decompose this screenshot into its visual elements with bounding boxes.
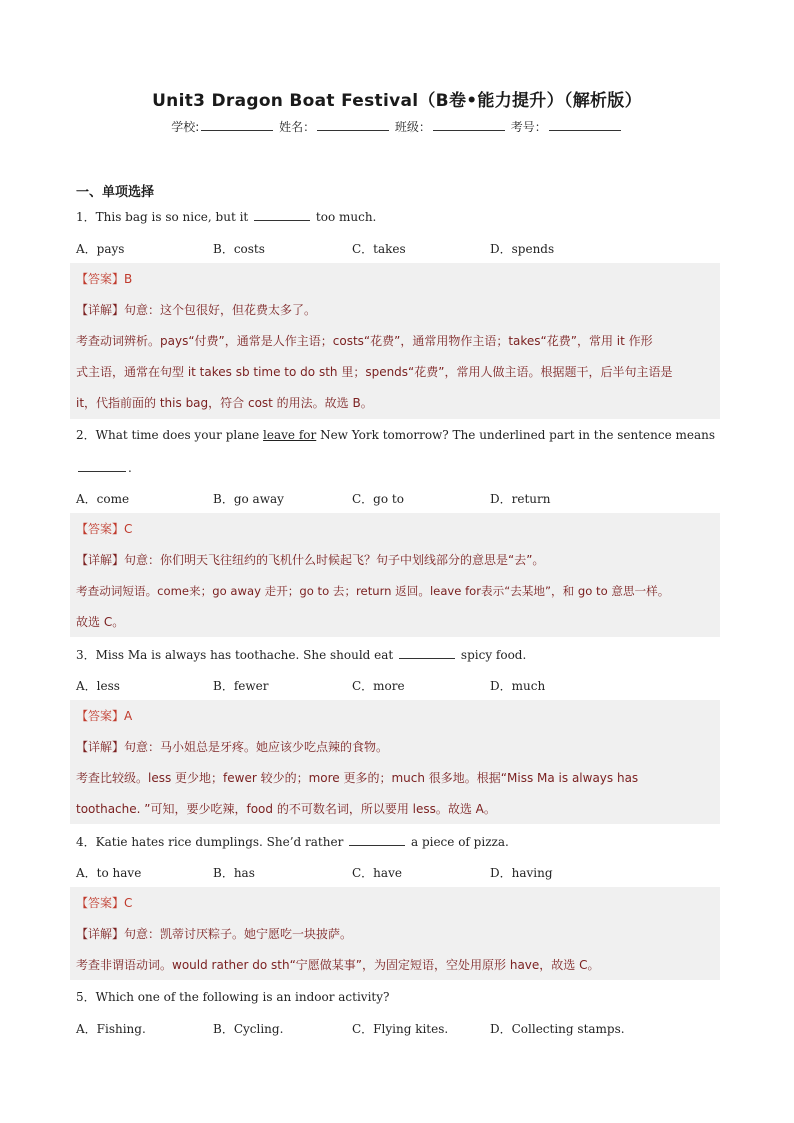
detail-line: 考查比较级。less 更少地；fewer 较少的；more 更多的；much 很多地。根据“Miss Ma is always has (76, 771, 639, 785)
answer-box (70, 513, 720, 637)
detail-line: 故选 C。 (76, 615, 125, 629)
question-stem (76, 427, 715, 443)
stem-text: 4．Katie hates rice dumplings. She’d rather (76, 835, 344, 849)
question-stem (76, 646, 526, 663)
option-a: A．less (76, 679, 120, 693)
underlined-phrase: leave for (263, 428, 317, 442)
detail-line: toothache. ”可知，要少吃辣，food 的不可数名词，所以要用 less。故选 A。 (76, 802, 496, 816)
answer-line (76, 271, 132, 287)
detail-line: 【详解】句意：这个包很好，但花费太多了。 (76, 303, 317, 317)
answer-blank (254, 208, 310, 221)
option-c: C．Flying kites. (352, 1022, 449, 1036)
option-a: A．come (76, 492, 130, 506)
option-a: A．Fishing. (76, 1022, 146, 1036)
detail-line: 考查动词短语。come来；go away 走开；go to 去；return 返回。leave for表示“去某地”，和 go to 意思一样。 (76, 584, 670, 598)
student-info-line (0, 118, 794, 135)
answer-text: 【答案】C (76, 522, 133, 536)
option-c: C．more (352, 679, 405, 693)
answer-blank (349, 833, 405, 846)
option-b: B．fewer (213, 679, 269, 693)
option-d: D．Collecting stamps. (490, 1022, 625, 1036)
school-blank[interactable] (201, 118, 273, 131)
name-label: 姓名： (279, 120, 316, 134)
option-a: A．pays (76, 242, 125, 256)
answer-text: 【答案】B (76, 272, 133, 286)
stem-text: 2．What time does your plane (76, 428, 260, 442)
answer-text: 【答案】A (76, 709, 133, 723)
option-d: D．spends (490, 242, 555, 256)
detail-line: 【详解】句意：马小姐总是牙疼。她应该少吃点辣的食物。 (76, 740, 389, 754)
answer-text: 【答案】C (76, 896, 133, 910)
option-c: C．go to (352, 492, 404, 506)
name-blank[interactable] (317, 118, 389, 131)
detail-line: 【详解】句意：你们明天飞往纽约的飞机什么时候起飞？句子中划线部分的意思是“去”。 (76, 553, 545, 567)
exam-no-label: 考号： (510, 120, 547, 134)
option-d: D．return (490, 492, 551, 506)
detail-line: 考查动词辨析。pays“付费”，通常是人作主语；costs“花费”，通常用物作主语；takes“花费”，常用 it 作形 (76, 334, 653, 348)
option-b: B．costs (213, 242, 265, 256)
option-c: C．have (352, 866, 402, 880)
stem-text: 1．This bag is so nice, but it (76, 210, 249, 224)
option-c: C．takes (352, 242, 406, 256)
answer-line (76, 708, 132, 724)
option-b: B．Cycling. (213, 1022, 284, 1036)
option-d: D．much (490, 679, 546, 693)
section-title: 一、单项选择 (76, 185, 155, 200)
detail-line: it，代指前面的 this bag，符合 cost 的用法。故选 B。 (76, 396, 373, 410)
option-b: B．go away (213, 492, 284, 506)
school-label: 学校: (171, 120, 200, 134)
answer-blank (78, 459, 126, 472)
stem-text: too much. (315, 210, 377, 224)
option-b: B．has (213, 866, 255, 880)
answer-blank (399, 646, 455, 659)
detail-line: 【详解】句意：凯蒂讨厌粽子。她宁愿吃一块披萨。 (76, 927, 353, 941)
class-label: 班级： (394, 120, 431, 134)
stem-text: spicy food. (460, 648, 527, 662)
stem-text: 3．Miss Ma is always has toothache. She should eat (76, 648, 394, 662)
exam-no-blank[interactable] (549, 118, 621, 131)
class-blank[interactable] (433, 118, 505, 131)
detail-line: 考查非谓语动词。would rather do sth“宁愿做某事”，为固定短语，空处用原形 have，故选 C。 (76, 958, 600, 972)
question-stem (76, 208, 376, 225)
stem-text: New York tomorrow? The underlined part in the sentence means (320, 428, 716, 442)
answer-line (76, 895, 132, 911)
answer-line (76, 521, 132, 537)
detail-line: 式主语，通常在句型 it takes sb time to do sth 里；spends“花费”，常用人做主语。根据题干，后半句主语是 (76, 365, 673, 379)
stem-text: a piece of pizza. (410, 835, 509, 849)
option-d: D．having (490, 866, 553, 880)
question-stem (76, 833, 509, 850)
option-a: A．to have (76, 866, 142, 880)
question-stem-continuation: . (76, 459, 132, 476)
question-stem: 5．Which one of the following is an indoor activity? (76, 990, 390, 1004)
page-title: Unit3 Dragon Boat Festival（B卷•能力提升）（解析版） (152, 91, 642, 111)
